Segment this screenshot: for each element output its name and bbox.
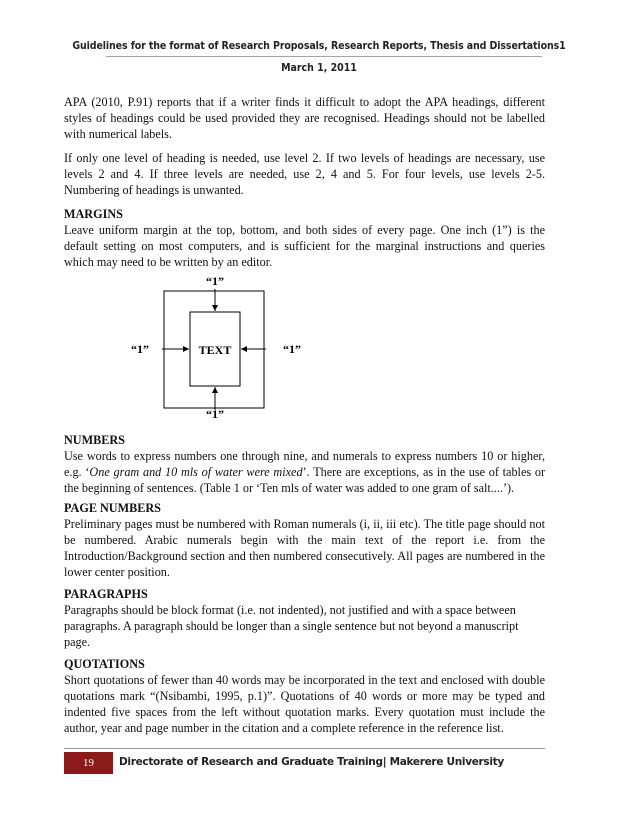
running-header-date: March 1, 2011: [281, 62, 357, 74]
numbers-example: One gram and 10 mls of water were mixed: [89, 465, 303, 479]
numbers-text-part1: Use words to express numbers one through nine, and numerals to express numbers 10 or higher, e.g. ‘: [64, 449, 545, 479]
numbers-text: [64, 448, 545, 496]
page-numbers-text: Preliminary pages must be numbered with Roman numerals (i, ii, iii etc). The title page should not be numbered. Arabic numerals begin with the main text of the report i.e. from the Introduction/Background section and then numbered consecutively. All pages are numbered in the lower center position.: [64, 517, 545, 579]
center-label: TEXT: [198, 343, 232, 357]
page-numbers-heading: PAGE NUMBERS: [64, 501, 161, 515]
numbers-heading: NUMBERS: [64, 433, 125, 447]
right-label: “1”: [283, 342, 301, 356]
section-paragraphs: [64, 586, 545, 650]
left-arrow-head: [183, 346, 189, 352]
apa-text: APA (2010, P.91) reports that if a writer finds it difficult to adopt the APA headings, different styles of headings could be used provided they are recognised. Headings should not be labelled with numerical labels.: [64, 95, 545, 141]
section-quotations: [64, 656, 545, 736]
bottom-label: “1”: [206, 407, 224, 421]
right-arrow-head: [241, 346, 247, 352]
footer-text: Directorate of Research and Graduate Training| Makerere University: [119, 756, 504, 768]
paragraphs-text: Paragraphs should be block format (i.e. not indented), not justified and with a space between paragraphs. A paragraph should be longer than a single sentence but not beyond a manuscript page.: [64, 603, 519, 649]
page-number-badge: 19: [64, 752, 113, 774]
quotations-heading: QUOTATIONS: [64, 657, 145, 671]
section-page-numbers: [64, 500, 545, 580]
section-numbers: [64, 432, 545, 496]
top-label: “1”: [206, 274, 224, 288]
numbers-text-part2: ’. There are exceptions, as in the use of tables or the beginning of sentences. (Table 1 or ‘Ten mls of water was added to one gram of salt....’).: [64, 465, 546, 495]
margins-heading: MARGINS: [64, 207, 123, 221]
paragraphs-heading: PARAGRAPHS: [64, 587, 148, 601]
running-header-title: Guidelines for the format of Research Proposals, Research Reports, Thesis and Dissertations1: [72, 40, 566, 52]
left-label: “1”: [131, 342, 149, 356]
margins-text: Leave uniform margin at the top, bottom, and both sides of every page. One inch (1”) is the default setting on most computers, and is sufficient for the marginal instructions and queries which may need to be written by an editor.: [64, 223, 545, 269]
top-arrow-head: [212, 305, 218, 311]
levels-text: If only one level of heading is needed, use level 2. If two levels of headings are necessary, use levels 2 and 4. If three levels are needed, use 2, 4 and 5. For four levels, use levels 2-5. Numbering of headings is unwanted.: [64, 151, 545, 197]
quotations-text: Short quotations of fewer than 40 words may be incorporated in the text and enclosed with double quotations mark “(Nsibambi, 1995, p.1)”. Quotations of 40 words or more may be typed and indented five spaces from the left without quotation marks. Every quotation must include the author, year and page number in the citation and a complete reference in the reference list.: [64, 673, 545, 735]
bottom-arrow-head: [212, 387, 218, 393]
footer-rule: [64, 748, 545, 749]
